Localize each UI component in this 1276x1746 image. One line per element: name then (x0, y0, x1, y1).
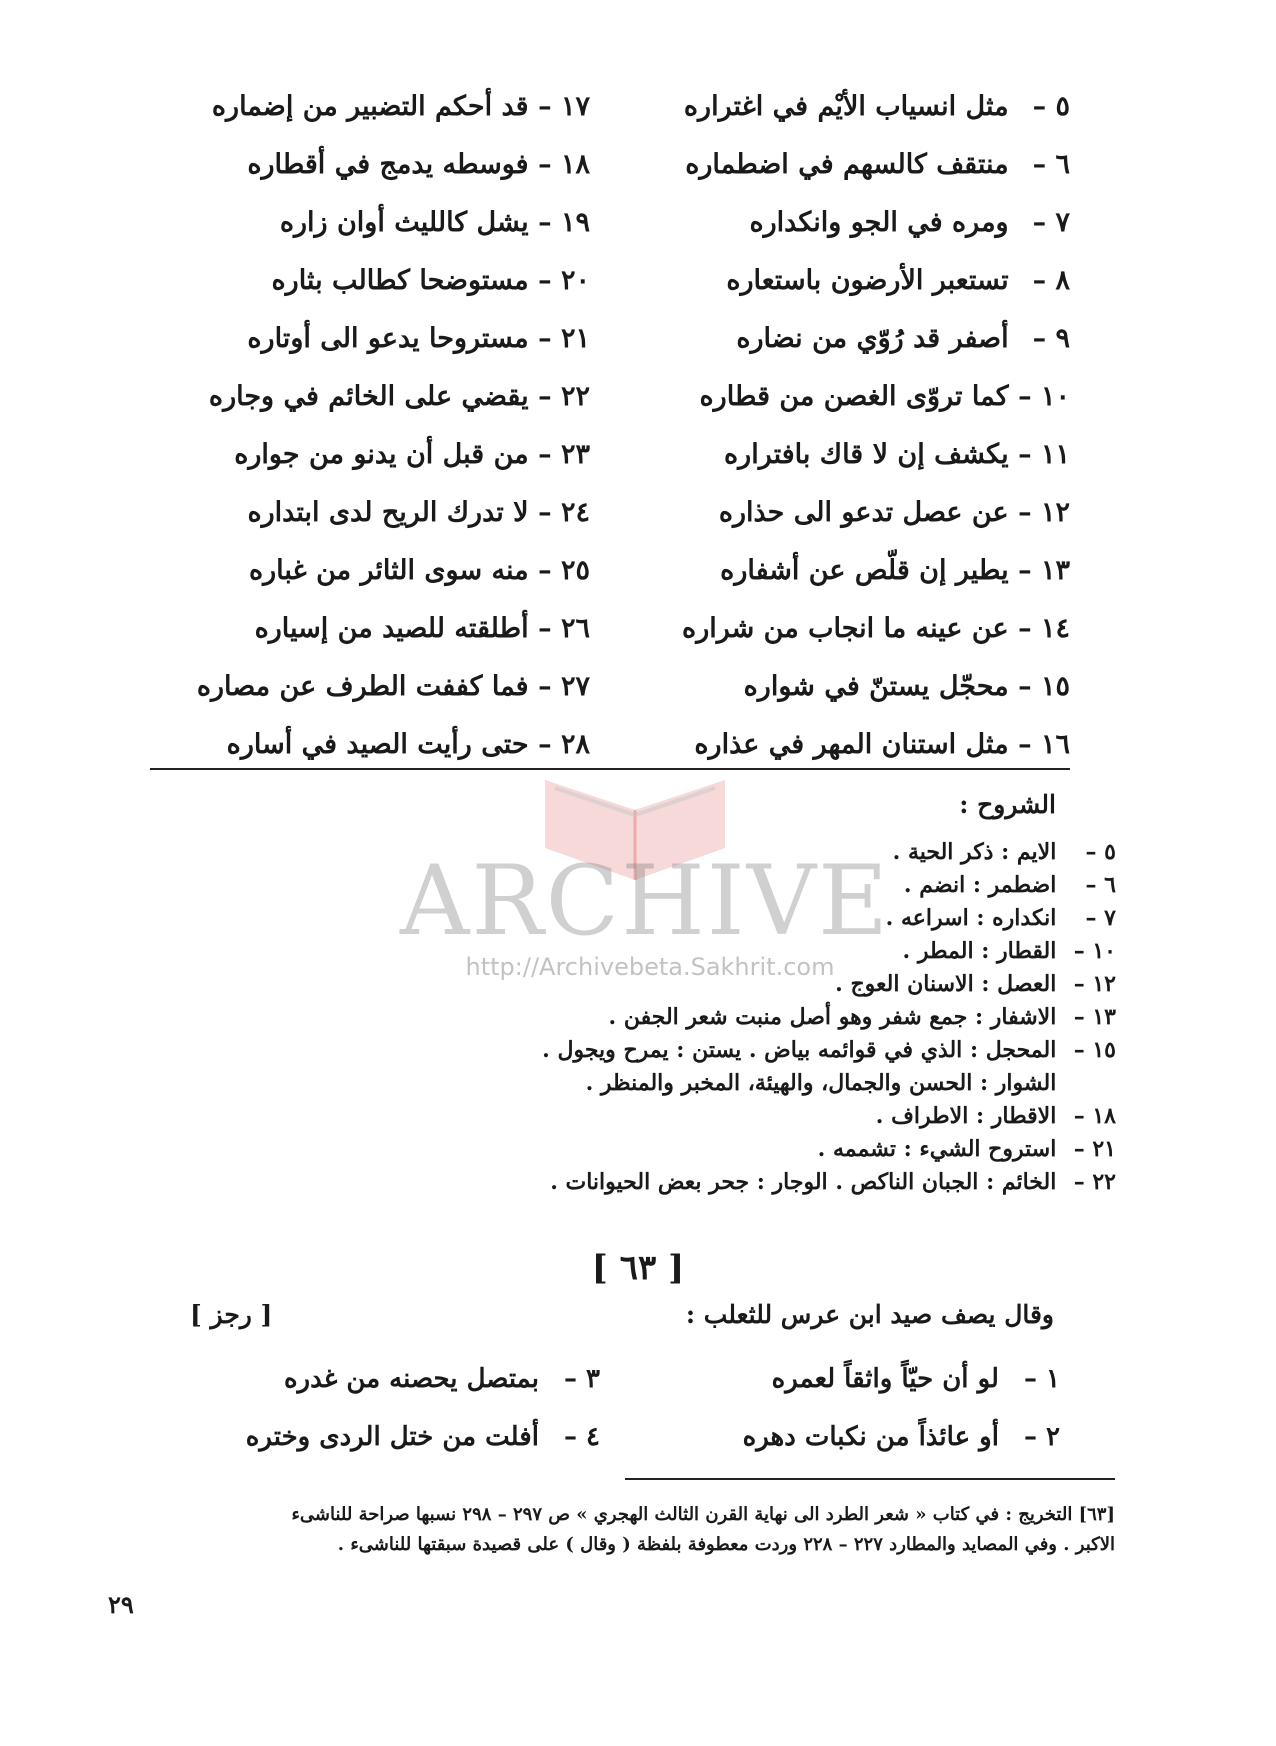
note-number: ١٣ – (1073, 1004, 1116, 1030)
verse-number: ١٧ – (538, 91, 590, 122)
verse-number: ١١ – (1018, 439, 1070, 470)
note-line (336, 935, 1116, 968)
note-number: ٢٢ – (1073, 1169, 1116, 1195)
verse-text: عن عصل تدعو الى حذاره (718, 497, 1009, 528)
verse (150, 658, 590, 716)
note-line (336, 902, 1116, 935)
verse (150, 252, 590, 310)
footnote (175, 1500, 1115, 1560)
verse-text: لو أن حيّاً واثقاً لعمره (771, 1364, 999, 1394)
verse-text: منتقف كالسهم في اضطماره (685, 149, 1009, 180)
poem-verses (150, 78, 1070, 768)
note-number: ١٢ – (1073, 971, 1116, 997)
verse-text: أو عائذاً من نكبات دهره (742, 1422, 999, 1452)
note-number: ٢١ – (1073, 1136, 1116, 1162)
note-line (336, 869, 1116, 902)
verse-text: يشل كالليث أوان زاره (279, 207, 529, 238)
verse (640, 1408, 1060, 1466)
note-text: انكداره : اسراعه . (885, 905, 1057, 931)
poem-column-left (150, 78, 590, 774)
verse-text: ومره في الجو وانكداره (749, 207, 1009, 238)
note-text: استروح الشيء : تشممه . (817, 1136, 1057, 1162)
verse-text: قد أحكم التضبير من إضماره (211, 91, 529, 122)
note-text: المحجل : الذي في قوائمه بياض . يستن : يمرح ويجول . (542, 1037, 1057, 1063)
watermark-url: http://Archivebeta.Sakhrit.com (465, 953, 835, 981)
verse-number: ٢٨ – (538, 729, 590, 760)
verse (630, 484, 1070, 542)
note-line (336, 1067, 1116, 1100)
watermark-title: ARCHIVE (400, 845, 891, 957)
note-number: ٥ – (1085, 839, 1116, 865)
verse-number: ٢٢ – (538, 381, 590, 412)
note-text: الايم : ذكر الحية . (892, 839, 1057, 865)
footnote-line: الاكبر . وفي المصايد والمطارد ٢٢٧ – ٢٢٨ وردت معطوفة بلفظة ( وقال ) على قصيدة سبقتها للناشىء . (337, 1534, 1115, 1555)
verse-number: ٢٣ – (538, 439, 590, 470)
verse-number: ١ – (1023, 1364, 1060, 1394)
verse (150, 600, 590, 658)
verse-number: ١٢ – (1018, 497, 1070, 528)
verse (630, 368, 1070, 426)
verse-text: أطلقته للصيد من إسياره (254, 613, 529, 644)
note-line (336, 1034, 1116, 1067)
verse-number: ٢ – (1023, 1422, 1060, 1452)
page-number: ٢٩ (108, 1590, 134, 1619)
verse (630, 78, 1070, 136)
verse-text: كما تروّى الغصن من قطاره (699, 381, 1009, 412)
verse (150, 136, 590, 194)
verse (630, 252, 1070, 310)
verse-number: ٢٥ – (538, 555, 590, 586)
verse-number: ٤ – (563, 1422, 600, 1452)
poem-meter: [ رجز ] (190, 1300, 273, 1329)
verse-number: ١٨ – (538, 149, 590, 180)
verse-number: ٩ – (1032, 323, 1070, 354)
note-line (336, 1133, 1116, 1166)
verse (150, 542, 590, 600)
verse-text: يطير إن قلّص عن أشفاره (720, 555, 1009, 586)
note-number: ٦ – (1085, 872, 1116, 898)
verse-text: لا تدرك الريح لدى ابتداره (247, 497, 529, 528)
verse (150, 426, 590, 484)
verse-text: محجّل يستنّ في شواره (743, 671, 1009, 702)
poem-column-left (180, 1350, 600, 1466)
verse (180, 1408, 600, 1466)
note-text: الخائم : الجبان الناكص . الوجار : جحر بعض الحيوانات . (550, 1169, 1057, 1195)
verse-text: من قبل أن يدنو من جواره (234, 439, 529, 470)
note-number: ٧ – (1085, 905, 1116, 931)
verse (150, 716, 590, 774)
verse-text: يكشف إن لا قاك بافتراره (724, 439, 1009, 470)
verse-number: ٧ – (1032, 207, 1070, 238)
verse-text: مستروحا يدعو الى أوتاره (247, 323, 529, 354)
poem-column-right (630, 78, 1070, 774)
poem-number: [ ٦٣ ] (591, 1248, 685, 1288)
note-text: اضطمر : انضم . (903, 872, 1057, 898)
verse (630, 716, 1070, 774)
verse-text: فوسطه يدمج في أقطاره (247, 149, 529, 180)
verse-number: ٢٦ – (538, 613, 590, 644)
verse (180, 1350, 600, 1408)
note-number: ١٨ – (1073, 1103, 1116, 1129)
verse (630, 136, 1070, 194)
verse (630, 600, 1070, 658)
note-text: الاقطار : الاطراف . (875, 1103, 1057, 1129)
verse (630, 310, 1070, 368)
note-text: العصل : الاسنان العوج . (835, 971, 1057, 997)
verse (630, 194, 1070, 252)
verse-number: ٣ – (563, 1364, 600, 1394)
verse (150, 484, 590, 542)
note-text: الشوار : الحسن والجمال، والهيئة، المخبر والمنظر . (585, 1070, 1057, 1096)
verse (630, 658, 1070, 716)
footnote-line: [٦٣] التخريج : في كتاب « شعر الطرد الى نهاية القرن الثالث الهجري » ص ٢٩٧ – ٢٩٨ نسبها صراحة للناشىء (291, 1504, 1115, 1525)
commentary-notes (336, 836, 1116, 1199)
verse (150, 368, 590, 426)
verse (630, 426, 1070, 484)
note-line (336, 1001, 1116, 1034)
verse-number: ٢٠ – (538, 265, 590, 296)
note-line (336, 1166, 1116, 1199)
verse-text: بمتصل يحصنه من غدره (283, 1364, 539, 1394)
poem-intro: وقال يصف صيد ابن عرس للثعلب : (685, 1300, 1054, 1329)
verse-text: يقضي على الخائم في وجاره (208, 381, 529, 412)
verse-text: مثل انسياب الأيْم في اغتراره (683, 91, 1009, 122)
verse-text: مستوضحا كطالب بثاره (271, 265, 529, 296)
verse-text: فما كففت الطرف عن مصاره (196, 671, 529, 702)
verse (150, 310, 590, 368)
verse-number: ٨ – (1032, 265, 1070, 296)
verse-number: ١٤ – (1018, 613, 1070, 644)
verse (630, 542, 1070, 600)
note-number: ١٠ – (1073, 938, 1116, 964)
verse-number: ٢١ – (538, 323, 590, 354)
verse-number: ١٠ – (1018, 381, 1070, 412)
verse-number: ١٦ – (1018, 729, 1070, 760)
note-line (336, 836, 1116, 869)
verse-number: ١٣ – (1018, 555, 1070, 586)
verse-text: منه سوى الثائر من غباره (248, 555, 529, 586)
note-line (336, 1100, 1116, 1133)
verse-text: عن عينه ما انجاب من شراره (682, 613, 1009, 644)
note-text: الاشفار : جمع شفر وهو أصل منبت شعر الجفن . (608, 1004, 1057, 1030)
verse (150, 78, 590, 136)
verse (640, 1350, 1060, 1408)
verse-text: تستعبر الأرضون باستعاره (726, 265, 1009, 296)
poem-column-right (640, 1350, 1060, 1466)
verse-text: مثل استنان المهر في عذاره (694, 729, 1009, 760)
note-number: ١٥ – (1073, 1037, 1116, 1063)
poem63-verses (180, 1350, 1060, 1470)
verse-number: ١٩ – (538, 207, 590, 238)
verse-text: أصفر قد رُوّي من نضاره (736, 323, 1009, 354)
note-line (336, 968, 1116, 1001)
verse-number: ١٥ – (1018, 671, 1070, 702)
note-text: القطار : المطر . (902, 938, 1057, 964)
verse-number: ٢٧ – (538, 671, 590, 702)
verse-text: أفلت من ختل الردى وختره (245, 1422, 539, 1452)
footnote-divider (625, 1478, 1115, 1480)
verse-number: ٥ – (1032, 91, 1070, 122)
commentary-heading: الشروح : (959, 790, 1056, 819)
verse (150, 194, 590, 252)
verse-number: ٢٤ – (538, 497, 590, 528)
verse-text: حتى رأيت الصيد في أساره (226, 729, 529, 760)
verse-number: ٦ – (1032, 149, 1070, 180)
